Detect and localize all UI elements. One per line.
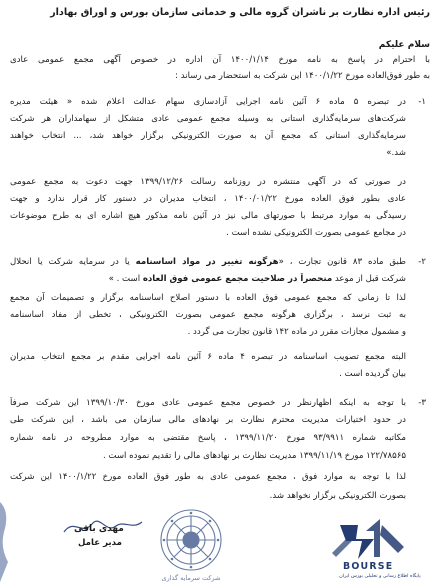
letter-recipient-title: رئیس اداره نظارت بر ناشران گروه مالی و خدماتی سازمان بورس و اوراق بهادار bbox=[50, 7, 430, 18]
logo-tagline: پایگاه اطلاع رسانی و تحلیلی بورس ایران bbox=[339, 574, 421, 579]
item-2-line-4: به ثبت نرسد ، برگزاری هرگونه مجمع عمومی بصورت الکترونیکی ، تخطی از مفاد اساسنامه bbox=[10, 310, 406, 320]
item-1-cont-line-3: رسیدگی به موارد مرتبط با صورتهای مالی نیز در آئین نامه مذکور هیچ اشاره ای به طرح موضوعات bbox=[10, 211, 406, 221]
item-1-cont-line-1: در صورتی که در آگهی منتشره در روزنامه رسالت ۱۳۹۹/۱۲/۲۶ جهت دعوت به مجمع عمومی bbox=[10, 177, 406, 187]
item-2-line-1-suffix: یا در سرمایه شرکت یا انحلال bbox=[10, 257, 136, 267]
item-3-line-4: ۱۲۲/۷۸۵۶۵ مورخ ۱۳۹۹/۱۱/۱۹ مدیریت نظارت بر نهادهای مالی را تقدیم نموده است . bbox=[102, 451, 406, 461]
signatory-role: مدیر عامل bbox=[78, 538, 122, 548]
item-2-line-2-prefix: شرکت قبل از موعد bbox=[332, 274, 406, 284]
item-2-line-2 bbox=[10, 273, 406, 285]
item-1-line-3: سرمایه‌گذاری استانی که مجمع آن به صورت الکترونیکی برگزار خواهد شد، ... انتخاب خواهند bbox=[10, 131, 406, 141]
item-3-number: ۳- bbox=[418, 398, 426, 408]
item-2-line-6: البته مجمع تصویب اساسنامه در تبصره ۴ ماده ۶ آئین نامه اجرایی مقدم بر مجمع انتخاب مدیران bbox=[10, 352, 406, 362]
item-1-number: ۱- bbox=[418, 97, 426, 107]
signatory-name: مهدی باقی bbox=[74, 524, 124, 534]
item-1-line-1: در تبصره ۵ ماده ۶ آئین نامه اجرایی آزادسازی سهام عدالت اعلام شده « هیئت مدیره bbox=[10, 97, 406, 107]
item-2-line-5: و مشمول مجازات مقرر در ماده ۱۴۲ قانون تجارت می گردد . bbox=[187, 327, 406, 337]
logo-wordmark: BOURSE bbox=[343, 561, 394, 572]
item-1-cont-line-4: در مجامع عمومی بصورت الکترونیکی نشده است . bbox=[226, 228, 406, 238]
signature-block bbox=[60, 524, 146, 584]
item-3-line-1: با توجه به اینکه اظهارنظر در خصوص مجمع عمومی عادی مورخ ۱۳۹۹/۱۰/۳۰ این شرکت صرفاً bbox=[10, 398, 406, 408]
item-3-line-5: لذا با توجه به موارد فوق ، مجمع عمومی عادی به طور فوق العاده مورخ ۱۴۰۰/۱/۲۲ این شرکت bbox=[10, 472, 406, 482]
item-2-line-3: لذا تا زمانی که مجمع عمومی فوق العاده با دستور اصلاح اساسنامه برگزار و تصمیمات آن مجمع bbox=[10, 293, 406, 303]
item-3-line-3: مکاتبه شماره ۹۳/۹۹۱۱ مورخ ۱۳۹۹/۱۱/۲۰ ، پاسخ مقتضی به موارد مطروحه در نامه شماره bbox=[10, 433, 406, 443]
intro-line-2: به طور فوق‌العاده مورخ ۱۴۰۰/۱/۲۲ این شرکت به استحضار می رساند : bbox=[175, 71, 430, 81]
item-1-line-4: شد.» bbox=[386, 148, 406, 158]
item-3-line-2: در حدود اختیارات مدیریت محترم نظارت بر نهادهای مالی سازمان می باشد ، این شرکت طی bbox=[10, 415, 406, 425]
page-edge-fragment-icon bbox=[0, 492, 14, 582]
item-2-line-1-prefix: طبق ماده ۸۳ قانون تجارت ، « bbox=[278, 257, 406, 267]
item-2-line-2-emphasis: منحصراً در صلاحیت مجمع عمومی فوق العاده bbox=[142, 274, 333, 284]
intro-line-1: با احترام در پاسخ به نامه مورخ ۱۴۰۰/۱/۱۴ آن اداره در خصوص آگهی مجمع عمومی عادی bbox=[10, 55, 430, 65]
salutation: سلام علیکم bbox=[378, 40, 430, 50]
item-1-line-2: شرکت‌های سرمایه‌گذاری استانی به وسیله مجمع عمومی عادی متشکل از سهامداران هر شرکت bbox=[10, 114, 406, 124]
item-2-line-1 bbox=[10, 256, 406, 268]
stamp-caption: شرکت سرمایه گذاری bbox=[161, 574, 221, 582]
item-2-line-1-emphasis: هرگونه تغییر در مواد اساسنامه bbox=[135, 257, 279, 267]
item-1-cont-line-2: عادی بطور فوق العاده مورخ ۱۴۰۰/۰۱/۲۲ ، انتخاب مدیران در دستور کار قرار ندارد و جهت bbox=[10, 194, 406, 204]
item-2-number: ۲- bbox=[418, 257, 426, 267]
item-2-line-7: بیان گردیده است . bbox=[339, 369, 406, 379]
item-3-line-6: بصورت الکترونیکی برگزار نخواهد شد. bbox=[269, 491, 406, 501]
item-2-line-2-suffix: است . » bbox=[108, 274, 143, 284]
